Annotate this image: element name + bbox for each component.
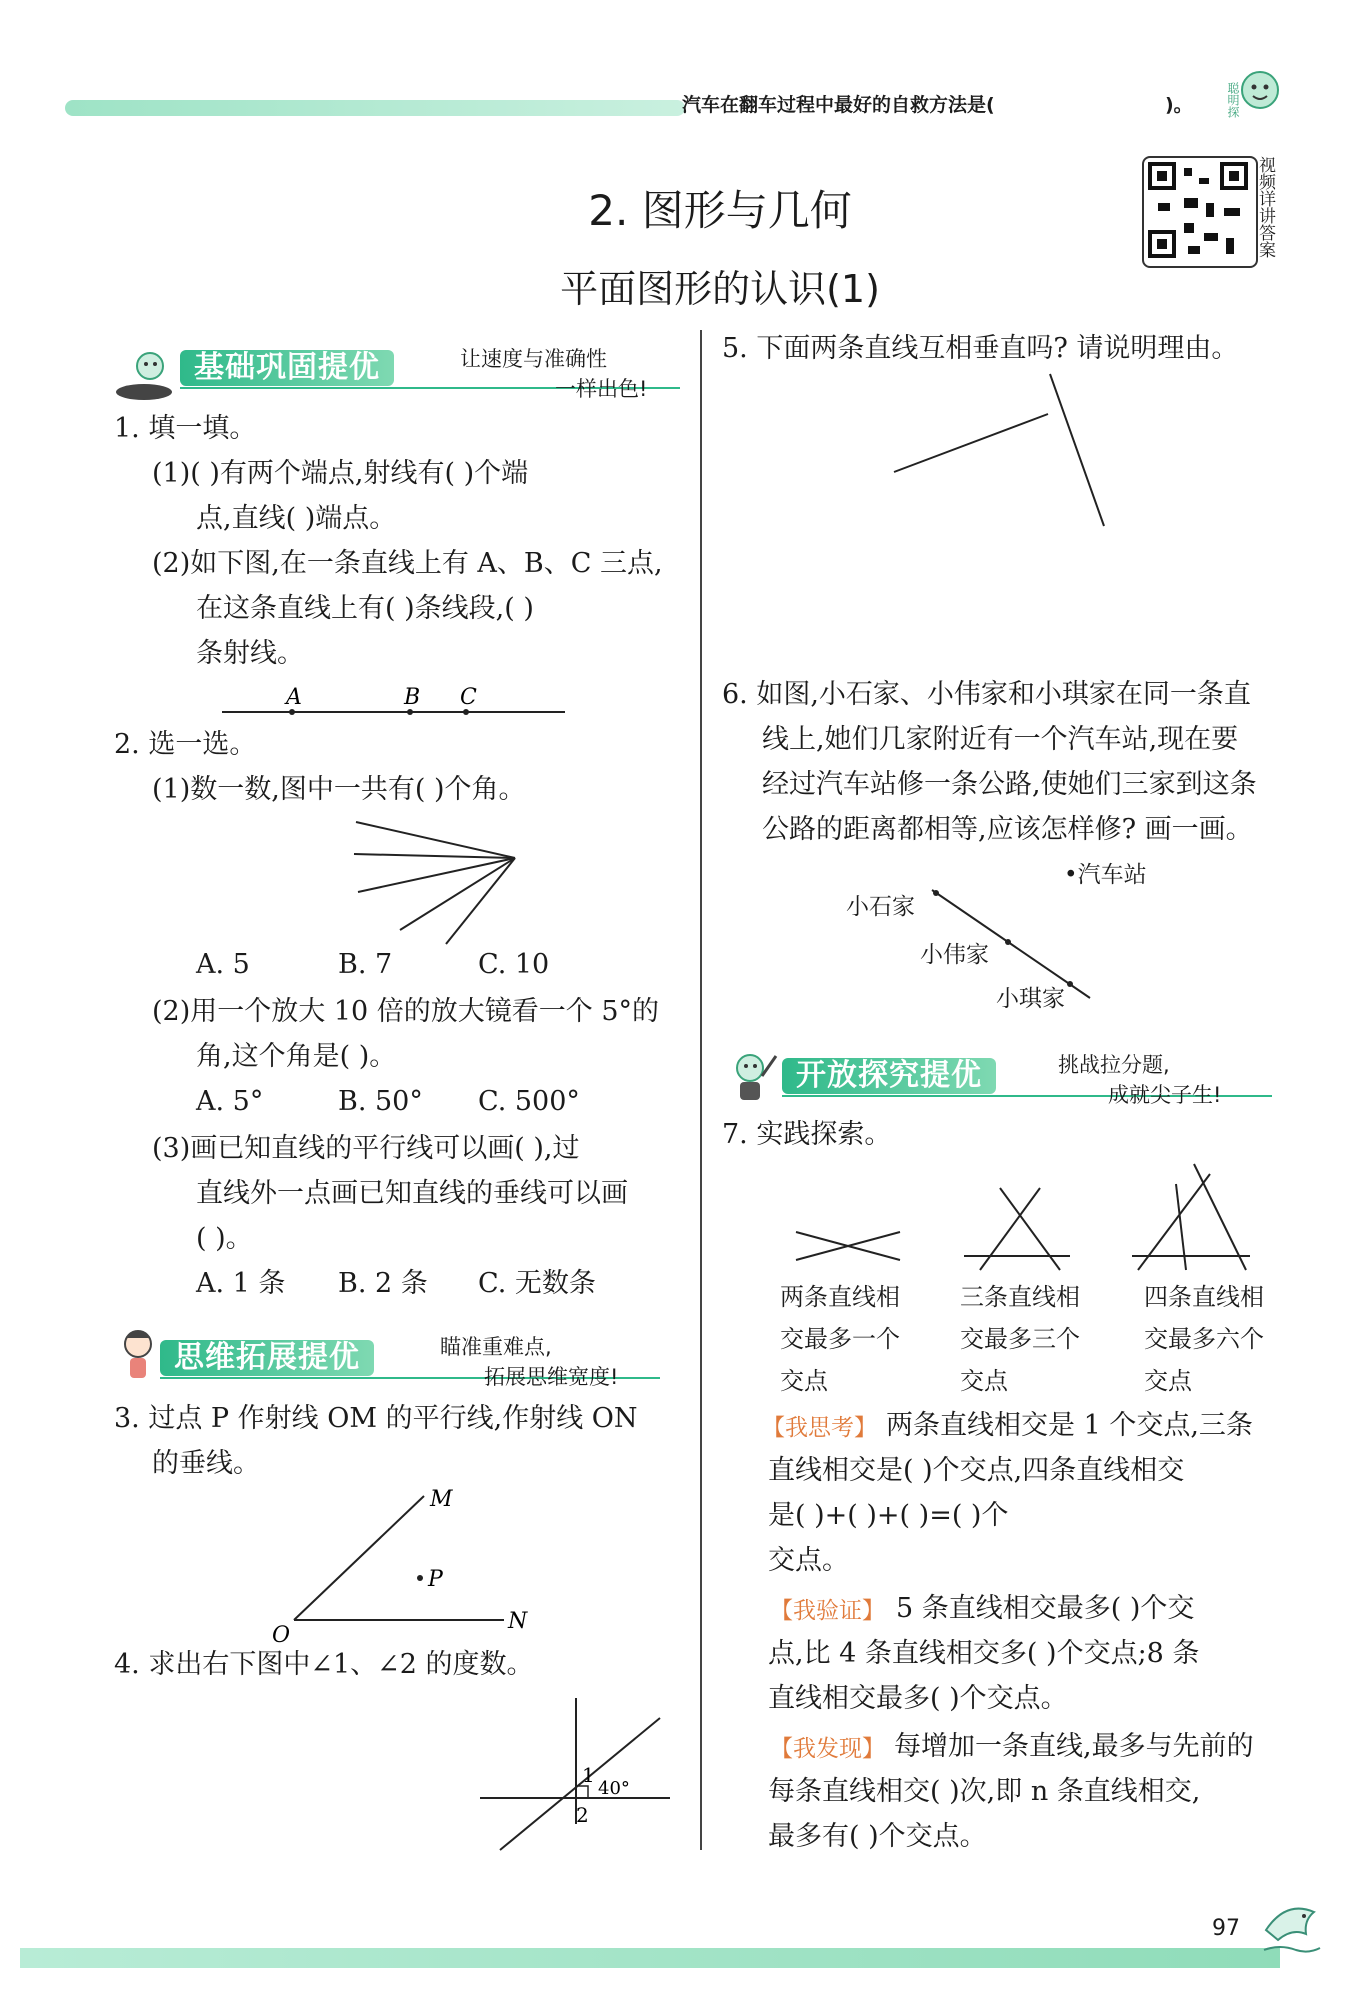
section-open-title: 开放探究提优 (782, 1058, 996, 1094)
q1-label-b: B (404, 685, 421, 710)
q4-label-2: 2 (576, 1803, 589, 1827)
header-strip (65, 100, 685, 116)
q2-angle-diagram (340, 820, 530, 950)
q7-cap1-l2: 交最多一个 (780, 1325, 900, 1353)
q2-p1-opt-a: A. 5 (196, 949, 250, 980)
mascot-thinking-icon (114, 1326, 164, 1386)
q6-l1: 6. 如图,小石家、小伟家和小琪家在同一条直 (722, 679, 1251, 710)
q6-home2: 小伟家 (920, 942, 989, 968)
q1-p1-l2: 点,直线( )端点。 (196, 503, 397, 534)
q1-title: 1. 填一填。 (114, 413, 257, 444)
section-basic-slogan1: 让速度与准确性 (460, 347, 607, 371)
q7-verify-l1: 5 条直线相交最多( )个交 (896, 1593, 1195, 1624)
q7-verify-tag: 【我验证】 (770, 1598, 885, 1624)
q2-p2-opt-b: B. 50° (338, 1086, 423, 1117)
q3-label-n: N (508, 1609, 528, 1634)
page-subtitle: 平面图形的认识(1) (560, 267, 880, 311)
q3-angle-diagram (260, 1486, 530, 1646)
qr-label: 视频详讲答案 (1255, 156, 1275, 258)
header-question-end: )。 (1165, 94, 1193, 116)
q3-label-o: O (272, 1623, 291, 1646)
q7-think-l4: 交点。 (768, 1545, 849, 1576)
q7-lines-diagram (770, 1160, 1270, 1280)
q2-p3-opt-c: C. 无数条 (478, 1268, 596, 1299)
q7-think-tag: 【我思考】 (762, 1415, 877, 1441)
q7-title: 7. 实践探索。 (722, 1119, 892, 1150)
q2-p2-opt-a: A. 5° (196, 1086, 264, 1117)
q1-p2-l2: 在这条直线上有( )条线段,( ) (196, 593, 534, 624)
q2-p3-l1: (3)画已知直线的平行线可以画( ),过 (152, 1133, 580, 1164)
column-divider (700, 330, 702, 1850)
q7-think-l1: 两条直线相交是 1 个交点,三条 (886, 1410, 1253, 1441)
page-number: 97 (1212, 1916, 1240, 1941)
q7-cap2-l2: 交最多三个 (960, 1325, 1080, 1353)
q2-p2-opt-c: C. 500° (478, 1086, 580, 1117)
section-open-slogan1: 挑战拉分题, (1058, 1053, 1170, 1077)
q1-line-diagram (220, 680, 570, 730)
q2-p1: (1)数一数,图中一共有( )个角。 (152, 774, 526, 805)
q3-l2: 的垂线。 (152, 1448, 260, 1479)
q7-find-l2: 每条直线相交( )次,即 n 条直线相交, (768, 1776, 1201, 1807)
q1-label-c: C (460, 685, 477, 710)
q7-find-l1: 每增加一条直线,最多与先前的 (894, 1731, 1254, 1762)
q2-p1-opt-b: B. 7 (338, 949, 393, 980)
q2-title: 2. 选一选。 (114, 729, 257, 760)
dolphin-icon (1256, 1890, 1326, 1960)
q2-p1-opt-c: C. 10 (478, 949, 550, 980)
q7-verify-l2: 点,比 4 条直线相交多( )个交点;8 条 (768, 1638, 1200, 1669)
q6-station: •汽车站 (1064, 862, 1147, 888)
q6-l3: 经过汽车站修一条公路,使她们三家到这条 (762, 769, 1257, 800)
q1-p2-l1: (2)如下图,在一条直线上有 A、B、C 三点, (152, 548, 663, 579)
q7-cap1-l1: 两条直线相 (780, 1283, 900, 1311)
q2-p3-opt-b: B. 2 条 (338, 1268, 428, 1299)
q7-cap2-l1: 三条直线相 (960, 1283, 1080, 1311)
q3-l1: 3. 过点 P 作射线 OM 的平行线,作射线 ON (114, 1403, 638, 1434)
q2-p2-l2: 角,这个角是( )。 (196, 1041, 397, 1072)
q7-cap2-l3: 交点 (960, 1367, 1008, 1395)
section-open-slogan2: 成就尖子生! (1108, 1083, 1222, 1107)
footer-strip (20, 1948, 1280, 1968)
section-basic-title: 基础巩固提优 (180, 350, 394, 386)
section-basic-slogan2: 一样出色! (555, 377, 648, 401)
q7-find-tag: 【我发现】 (770, 1736, 885, 1762)
q4-label-40: 40° (598, 1778, 630, 1799)
q6-home1: 小石家 (846, 894, 915, 920)
section-thinking-slogan2: 拓展思维宽度! (484, 1365, 619, 1389)
q2-p3-opt-a: A. 1 条 (196, 1268, 286, 1299)
q7-think-l3: 是( )+( )+( )=( )个 (768, 1500, 1009, 1531)
q7-think-l2: 直线相交是( )个交点,四条直线相交 (768, 1455, 1185, 1486)
q4-label-1: 1 (582, 1763, 595, 1787)
q6-l4: 公路的距离都相等,应该怎样修? 画一画。 (762, 814, 1253, 845)
q2-p2-l1: (2)用一个放大 10 倍的放大镜看一个 5°的 (152, 996, 660, 1027)
q6-l2: 线上,她们几家附近有一个汽车站,现在要 (762, 724, 1239, 755)
section-thinking-slogan1: 瞄准重难点, (440, 1335, 552, 1359)
q3-label-p: P (428, 1567, 443, 1592)
q2-p3-l3: ( )。 (196, 1223, 253, 1254)
mascot-text: 聪明探 (1226, 82, 1240, 118)
q4-angle-diagram (470, 1694, 680, 1854)
mascot-reading-icon (112, 346, 182, 402)
q4-l1: 4. 求出右下图中∠1、∠2 的度数。 (114, 1649, 534, 1680)
section-thinking-title: 思维拓展提优 (160, 1340, 374, 1376)
q7-verify-l3: 直线相交最多( )个交点。 (768, 1683, 1068, 1714)
mascot-explore-icon (722, 1046, 782, 1106)
header-question: 汽车在翻车过程中最好的自救方法是( (682, 94, 995, 116)
q7-cap3-l2: 交最多六个 (1144, 1325, 1264, 1353)
q1-p2-l3: 条射线。 (196, 638, 304, 669)
page-title: 2. 图形与几何 (588, 186, 852, 235)
q5-l1: 5. 下面两条直线互相垂直吗? 请说明理由。 (722, 333, 1239, 364)
q7-cap3-l3: 交点 (1144, 1367, 1192, 1395)
q5-lines-diagram (880, 370, 1120, 540)
q3-label-m: M (430, 1487, 453, 1512)
q7-cap3-l1: 四条直线相 (1144, 1283, 1264, 1311)
q1-p1-l1: (1)( )有两个端点,射线有( )个端 (152, 458, 529, 489)
q7-find-l3: 最多有( )个交点。 (768, 1821, 987, 1852)
q1-label-a: A (286, 685, 302, 710)
q7-cap1-l3: 交点 (780, 1367, 828, 1395)
q6-home3: 小琪家 (996, 986, 1065, 1012)
q2-p3-l2: 直线外一点画已知直线的垂线可以画 (196, 1178, 628, 1209)
